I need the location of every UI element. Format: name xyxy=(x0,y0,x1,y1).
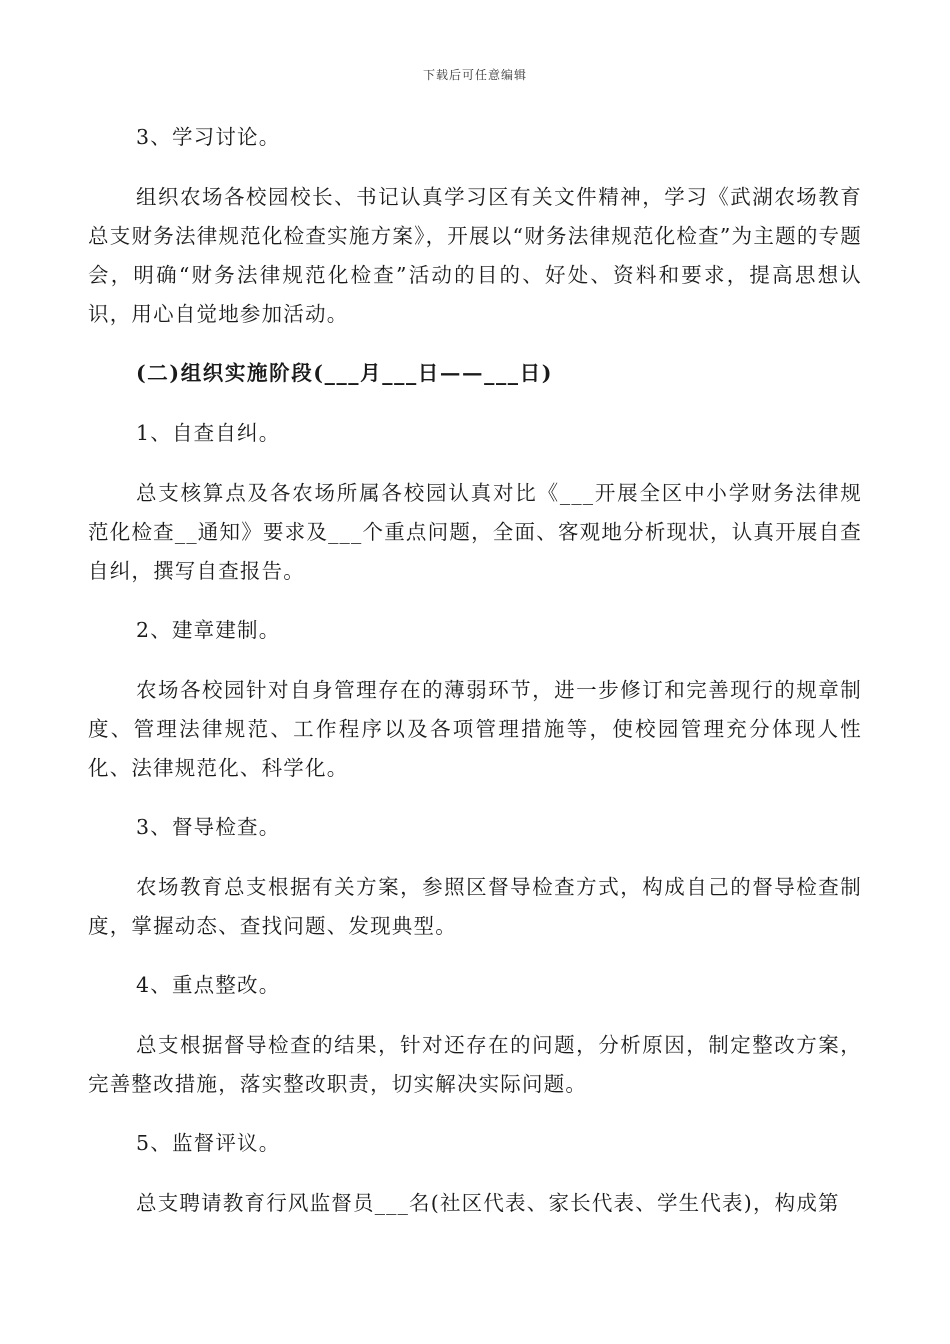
section-heading-supervision: 5、监督评议。 xyxy=(136,1131,281,1155)
section-heading-inspection: 3、督导检查。 xyxy=(136,815,281,839)
document-body xyxy=(88,118,862,1243)
paragraph-rules: 农场各校园针对自身管理存在的薄弱环节，进一步修订和完善现行的规章制度、管理法律规范、工作程序以及各项管理措施等，使校园管理充分体现人性化、法律规范化、科学化。 xyxy=(88,678,862,780)
stage-heading-implementation: (二)组织实施阶段(___月___日——___日) xyxy=(136,361,554,385)
paragraph-self-check: 总支核算点及各农场所属各校园认真对比《___开展全区中小学财务法律规范化检查__通知》要求及___个重点问题，全面、客观地分析现状，认真开展自查自纠，撰写自查报告。 xyxy=(88,481,862,583)
paragraph-inspection: 农场教育总支根据有关方案，参照区督导检查方式，构成自己的督导检查制度，掌握动态、查找问题、发现典型。 xyxy=(88,875,862,938)
header-note: 下载后可任意编辑 xyxy=(422,68,527,82)
section-heading-self-check: 1、自查自纠。 xyxy=(136,421,281,445)
paragraph-rectification: 总支根据督导检查的结果，针对还存在的问题，分析原因，制定整改方案，完善整改措施，落实整改职责，切实解决实际问题。 xyxy=(88,1033,862,1096)
paragraph-study-discussion: 组织农场各校园校长、书记认真学习区有关文件精神，学习《武湖农场教育总支财务法律规范化检查实施方案》，开展以“财务法律规范化检查”为主题的专题会，明确“财务法律规范化检查”活动的目的、好处、资料和要求，提高思想认识，用心自觉地参加活动。 xyxy=(88,185,862,326)
section-heading-rules: 2、建章建制。 xyxy=(136,618,281,642)
section-heading-study-discussion: 3、学习讨论。 xyxy=(136,125,281,149)
paragraph-supervision: 总支聘请教育行风监督员___名(社区代表、家长代表、学生代表)，构成第 xyxy=(136,1191,840,1215)
section-heading-rectification: 4、重点整改。 xyxy=(136,973,281,997)
